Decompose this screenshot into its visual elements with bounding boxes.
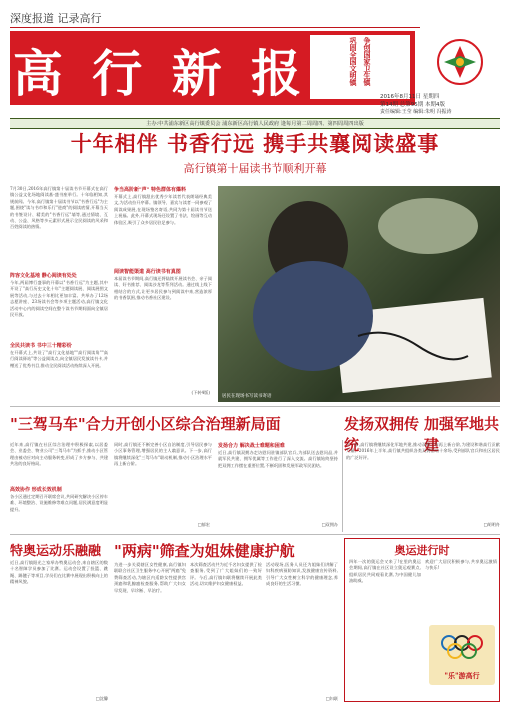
lead-body-1: 今年,两届博行盛事的开幕以"书香行远"为主题,其中开设了"高行历史文化十年"主题阅读展、阅读展图文展等活动,与过去十年相比更加丰富。共举办了12场志愿讲座、23场读书会等多项主题活动,高行镇文化活动中心内的阅读空间在整个读书节期间面向全镇居民开放。 <box>10 280 108 318</box>
olympics-body: 四年一次的奥运会又来了!在里约奥运会期间,高行镇在社区设立奥运观赛点,组织居民共同观看比赛,为中国健儿加油助威。 <box>349 559 421 584</box>
header-kicker: 深度报道 记录高行 <box>10 12 102 25</box>
xfx-subhead: 发扬合力 解决战士难题和困难 <box>218 443 285 449</box>
sisters-col3: 活动现场,医务人员还为姐妹们讲解了妇科疾病预防知识,发放健康宣传资料,引导广大女性树立科学的健康理念,养成良好的生活习惯。 <box>266 562 338 587</box>
lead-subhead-1: 阵容文化基地 静心阅读有处处 <box>10 273 77 279</box>
lead-continue-note: (下转4版) <box>191 390 210 395</box>
community-col1: 近年来,高行镇在社区综合治理中积极探索,以居委会、业委会、物业公司"三驾马车"为抓手,推动小区管理由被动应对向主动服务转变,形成了多方参与、共建共治的良好格局。 <box>10 442 108 467</box>
community-col2: 同时,高行镇还不断完善小区自治制度,引导居民参与小区事务管理,增强居民的主人翁意识。下一步,高行镇将继续深化"三驾马车"联动机制,推动小区治理水平再上新台阶。 <box>114 442 212 467</box>
lead-col2-body-2: 本届读书节期间,高行镇还将陆续开展读书会、亲子阅读、好书推荐、阅读沙龙等系列活动。通过线上线下相结合的方式,让更多居民参与到阅读中来,营造浓厚的书香氛围,推动书香社区建设。 <box>114 276 212 301</box>
special-olympics-headline: 特奥运动乐融融 <box>10 544 102 559</box>
lead-subhead-2: 全民共读书 书中三十精彩纷 <box>10 343 72 349</box>
military-body: 下一步,高行镇将继续深化军地共建,推动双拥工作再上新台阶,为建设和谐高行贡献力量。2016年上半年,高行镇共组织各类双拥活动十余场,受到部队官兵和社区居民的广泛好评。 <box>346 442 500 460</box>
slogan-line-2: 巩固全国文明镇 <box>349 37 358 86</box>
sisters-col2: 本次筛查活动共为近千名妇女提供了检查服务,受到了广大姐妹们的一致好评。今后,高行镇妇联将继续开展此类活动,切实维护妇女健康权益。 <box>190 562 262 587</box>
xfx-tag: □双拥办 <box>321 522 338 527</box>
community-subhead: 高效协作 形成长效机制 <box>10 487 62 493</box>
lead-intro: 7月30日,2016年高行镇第十届读书节开幕式在高行镇公益文化场地阅读基-盛书座举行。十年临相知,其规前闻。今年,高行镇第十届读书节以"书香行远"为主题,围绕"读与书市和乐行"进商"的阅读底情,开幕当天的书签设计、精美的"书香行远"墙等,通过情境、互动、公益、风格等多元素形式展示全民阅读的风采和百姓阅读的热情。 <box>10 186 108 230</box>
community-tag: □郁宏 <box>197 522 210 527</box>
olympics-box <box>344 538 500 702</box>
lead-col2-subhead-2: 阅读智能渠道 高行读书有真图 <box>114 269 181 275</box>
lead-subtitle: 高行镇第十届读书节顺利开幕 <box>183 162 327 175</box>
lead-photo <box>218 186 500 402</box>
masthead-editors: 责任编辑:王莹 编辑:朱明 冯振涛 <box>380 109 452 115</box>
community-headline: "三驾马车"合力开创小区综合治理新局面 <box>10 415 281 433</box>
masthead-title: 高 行 新 报 <box>12 44 308 103</box>
special-olympics-body: 近日,高行镇阳光之家举办特奥运动会,来自辖区的数十名智障学员参加了比赛。运动会设置了投篮、跳绳、踢毽子等项目,学员们在比赛中展现出积极向上的精神风貌。 <box>10 560 108 585</box>
emblem-logo <box>425 36 495 88</box>
masthead-date: 2016年8月11日 星期四 <box>380 94 440 100</box>
lead-col2-subhead-1: 争当高阶新"声" 特色群体有爆料 <box>114 187 186 193</box>
military-headline: 加强军地共建 <box>424 415 500 454</box>
lead-body-2: 在开幕式上,共设了"高行文化基地""高行阅读角""高行阅读驿站"等公益阅读点,向全镇居民发放读书卡,并赠送了优秀书目,推动全民阅读活动持续深入开展。 <box>10 350 108 368</box>
masthead-banner <box>10 31 415 105</box>
masthead-issue: 第14期 总第95期 本期4版 <box>380 102 445 108</box>
sisters-col1: 为进一步关爱辖区女性健康,高行镇妇联联合社区卫生服务中心开展"两癌"免费筛查活动,为辖区内适龄女性提供宫颈癌和乳腺癌检查服务,帮助广大妇女早发现、早诊断、早治疗。 <box>114 562 186 593</box>
olympics-body2: 欢迎广大居民积极参与,共享奥运激情与快乐! <box>425 559 497 571</box>
divider <box>10 534 500 535</box>
sponsor-line: 主办:中共浦东新区高行镇委员会 浦东新区高行镇人民政府 逢每月第二周周四、第四周周四出版 <box>10 118 500 129</box>
olympics-badge <box>429 625 495 685</box>
olympics-title: 奥运进行时 <box>394 544 450 557</box>
xfx-body: 近日,高行镇双拥办走访慰问驻镇部队官兵,为部队送去慰问品,并就军民共建、拥军优属等工作进行了深入交流。高行镇始终坚持把双拥工作摆在重要位置,不断巩固和发展军政军民团结。 <box>218 450 338 468</box>
photo-caption: 居民在现场书写读书寄语 <box>222 394 272 399</box>
divider <box>10 406 500 407</box>
special-olympics-tag: □沈馨 <box>95 696 108 701</box>
lead-headline: 十年相伴 书香行远 携手共襄阅读盛事 <box>70 132 440 156</box>
xfx-headline: 发扬双拥传统 <box>344 415 420 454</box>
divider <box>342 440 343 532</box>
masthead-slogan-box <box>310 35 410 99</box>
sisters-headline: "两病"筛查为姐妹健康护航 <box>114 542 295 560</box>
header-rule <box>10 27 420 28</box>
slogan-line-1: 争创国家卫生镇 <box>363 37 372 86</box>
community-col1b: 各小区通过定期召开联席会议,共同研究解决小区停车难、环境整治、设施维修等难点问题,居民满意度明显提升。 <box>10 494 108 512</box>
sisters-tag: □妇联 <box>325 696 338 701</box>
olympics-badge-label: "乐"游高行 <box>444 671 480 680</box>
military-tag: □胡明舟 <box>483 522 500 527</box>
lead-col2-body-1: 开幕式上,高行镇派出优秀少年读者代表朗诵经典美文,为活动拉开序幕。镇领导、嘉宾与读者一同参观了阅读成果展,在现场签名寄语,共同为第十届读书节送上祝福。此外,开幕式现场还设置了书法、绘画等互动体验区,吸引了众多居民驻足参与。 <box>114 194 212 225</box>
